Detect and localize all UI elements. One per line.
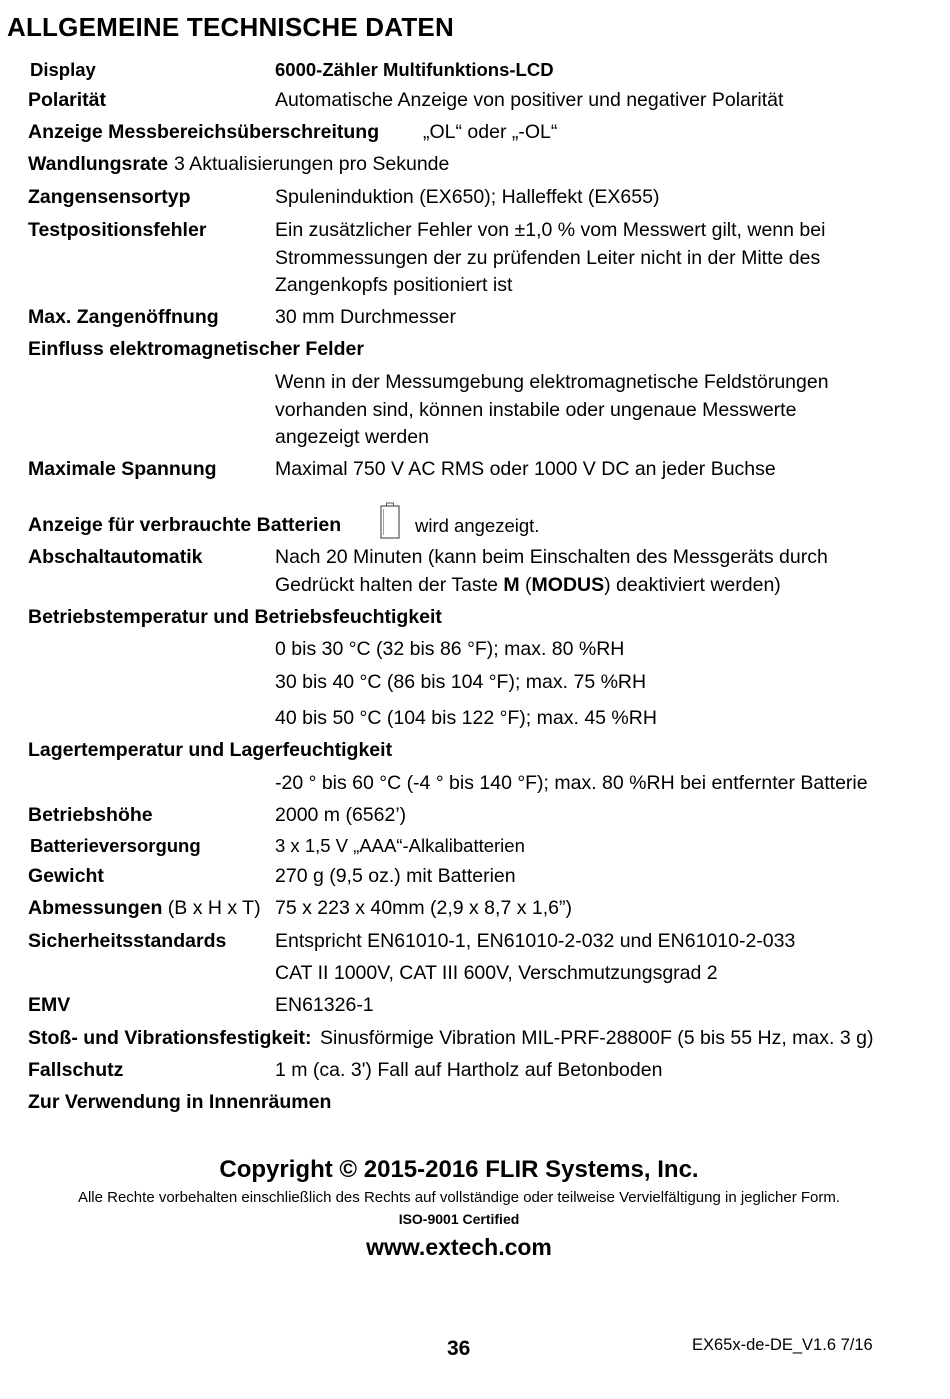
spec-value: CAT II 1000V, CAT III 600V, Verschmutzungsgrad 2 <box>275 962 718 984</box>
spec-label-text: Abmessungen <box>28 897 163 919</box>
spec-label: Anzeige Messbereichsüberschreitung <box>28 121 380 143</box>
spec-label: Wandlungsrate <box>28 153 169 175</box>
spec-value: EN61326-1 <box>275 994 374 1016</box>
spec-value: 30 bis 40 °C (86 bis 104 °F); max. 75 %RH <box>275 671 647 693</box>
spec-value: 2000 m (6562’) <box>275 804 407 826</box>
key-modus-label: MODUS <box>531 573 605 596</box>
spec-value: „OL“ oder „-OL“ <box>423 121 558 143</box>
spec-value: Spuleninduktion (EX650); Halleffekt (EX655) <box>275 186 660 208</box>
battery-empty-icon <box>380 502 400 540</box>
spec-label: Betriebshöhe <box>28 804 153 826</box>
website-link[interactable]: www.extech.com <box>366 1234 552 1260</box>
spec-label: Abschaltautomatik <box>28 546 203 568</box>
spec-value: 0 bis 30 °C (32 bis 86 °F); max. 80 %RH <box>275 638 625 660</box>
spec-label: Batterieversorgung <box>30 835 201 856</box>
spec-label: Zangensensortyp <box>28 186 191 208</box>
spec-value <box>275 544 875 599</box>
spec-value: Maximal 750 V AC RMS oder 1000 V DC an jeder Buchse <box>275 458 776 480</box>
spec-value-text: ( <box>519 573 532 596</box>
spec-label: Gewicht <box>28 865 104 887</box>
spec-label: Testpositionsfehler <box>28 219 207 241</box>
spec-label: Fallschutz <box>28 1059 124 1081</box>
spec-label-suffix: (B x H x T) <box>162 897 261 919</box>
spec-value: 270 g (9,5 oz.) mit Batterien <box>275 865 516 887</box>
spec-value-text: Nach 20 Minuten (kann beim Einschalten des Messgeräts durch Gedrückt halten der Taste <box>275 546 828 596</box>
page-number: 36 <box>447 1337 471 1360</box>
spec-value: Wenn in der Messumgebung elektromagnetische Feldstörungen vorhanden sind, können instabile oder ungenaue Messwerte angezeigt werden <box>275 371 829 448</box>
spec-label: Betriebstemperatur und Betriebsfeuchtigkeit <box>28 606 442 628</box>
spec-value: Automatische Anzeige von positiver und negativer Polarität <box>275 89 784 111</box>
spec-label: Sicherheitsstandards <box>28 930 227 952</box>
spec-label: Display <box>30 59 96 80</box>
spec-label: Anzeige für verbrauchte Batterien <box>28 514 342 536</box>
page-title: ALLGEMEINE TECHNISCHE DATEN <box>7 12 454 42</box>
key-m-label: M <box>503 573 520 596</box>
spec-value: Ein zusätzlicher Fehler von ±1,0 % vom Messwert gilt, wenn bei Strommessungen der zu prüfenden Leiter nicht in der Mitte des Zangenkopfs positioniert ist <box>275 219 826 296</box>
copyright-notice: Copyright © 2015-2016 FLIR Systems, Inc. <box>219 1156 699 1183</box>
spec-value: wird angezeigt. <box>415 515 540 536</box>
spec-label: Polarität <box>28 89 107 111</box>
spec-value: Sinusförmige Vibration MIL-PRF-28800F (5 bis 55 Hz, max. 3 g) <box>320 1027 874 1049</box>
spec-label: Max. Zangenöffnung <box>28 306 219 328</box>
spec-value: Entspricht EN61010-1, EN61010-2-032 und EN61010-2-033 <box>275 930 796 952</box>
spec-label <box>28 895 261 923</box>
spec-value-text: ) deaktiviert werden) <box>604 573 781 596</box>
rights-notice: Alle Rechte vorbehalten einschließlich des Rechts auf vollständige oder teilweise Vervielfältigung in jeglicher Form. <box>77 1189 841 1206</box>
spec-value: 3 Aktualisierungen pro Sekunde <box>174 153 450 175</box>
spec-value: 6000-Zähler Multifunktions-LCD <box>275 59 554 80</box>
spec-value: 3 x 1,5 V „AAA“-Alkalibatterien <box>275 835 525 856</box>
spec-label: Maximale Spannung <box>28 458 217 480</box>
spec-value: 40 bis 50 °C (104 bis 122 °F); max. 45 %RH <box>275 707 657 729</box>
spec-label: Lagertemperatur und Lagerfeuchtigkeit <box>28 739 393 761</box>
iso-certification: ISO-9001 Certified <box>398 1211 520 1227</box>
spec-label: EMV <box>28 994 71 1016</box>
spec-value: -20 ° bis 60 °C (-4 ° bis 140 °F); max. 80 %RH bei entfernter Batterie <box>275 772 868 794</box>
document-id: EX65x-de-DE_V1.6 7/16 <box>692 1336 873 1354</box>
spec-value: 75 x 223 x 40mm (2,9 x 8,7 x 1,6”) <box>275 897 572 919</box>
spec-label: Zur Verwendung in Innenräumen <box>28 1091 332 1113</box>
spec-value: 30 mm Durchmesser <box>275 306 456 328</box>
spec-value: 1 m (ca. 3') Fall auf Hartholz auf Betonboden <box>275 1059 663 1081</box>
spec-label: Einfluss elektromagnetischer Felder <box>28 338 364 360</box>
spec-label: Stoß- und Vibrationsfestigkeit: <box>28 1027 312 1049</box>
